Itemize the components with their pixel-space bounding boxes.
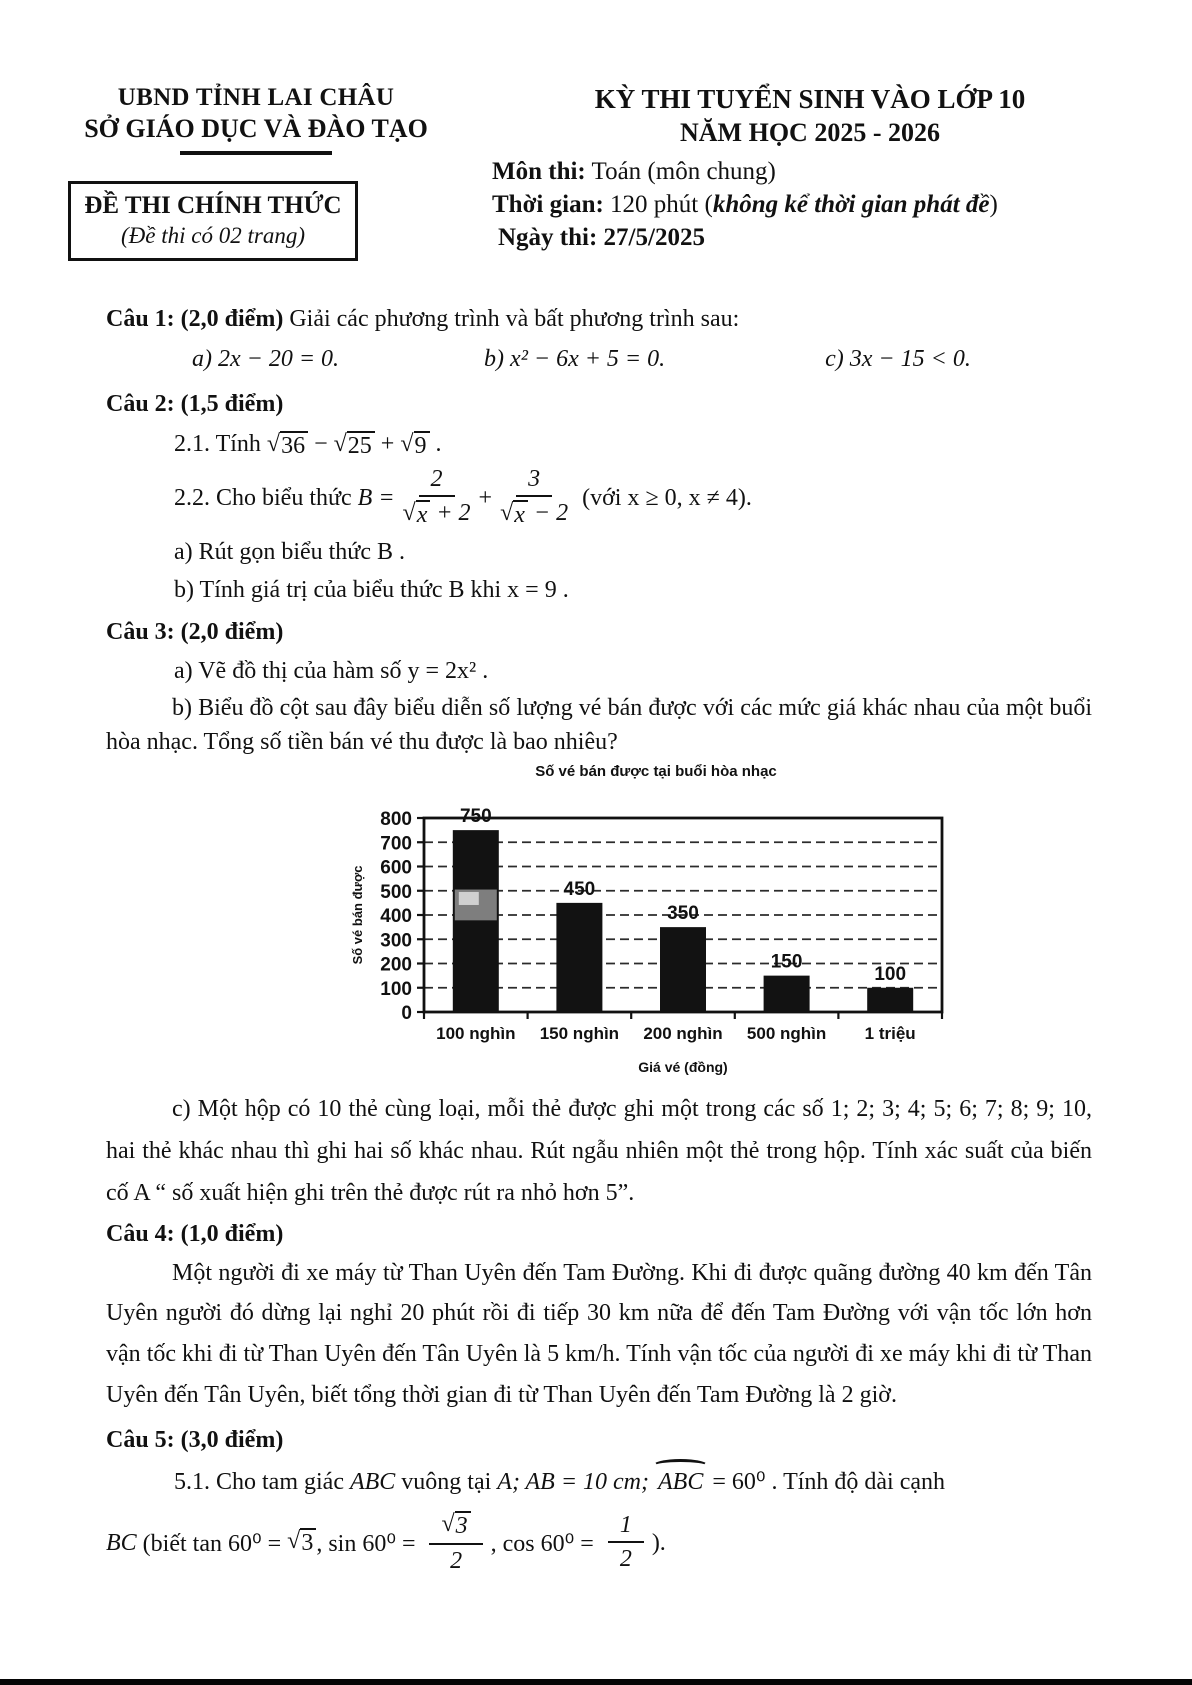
fraction-sqrt3-over-2 xyxy=(429,1511,482,1576)
radical-body: 9 xyxy=(414,431,430,461)
radical-sign: √ xyxy=(333,431,347,458)
fraction-numerator xyxy=(429,1511,482,1546)
fraction-denominator: 2 xyxy=(450,1548,463,1575)
q5-51-text: vuông tại xyxy=(395,1469,498,1496)
bar-value-label: 100 xyxy=(874,964,907,986)
radical-3 xyxy=(441,1511,470,1541)
scan-artifact xyxy=(459,892,479,905)
radical-sign: √ xyxy=(266,431,281,458)
q5-heading xyxy=(106,1424,1092,1456)
header xyxy=(0,0,1192,261)
header-right xyxy=(452,84,1152,261)
q5-label: Câu 5: (3,0 điểm) xyxy=(106,1426,284,1453)
x-tick-label: 500 nghìn xyxy=(746,1024,827,1044)
q1-heading xyxy=(106,303,1092,335)
operator: + xyxy=(374,431,401,458)
radical-36 xyxy=(267,431,308,461)
denominator-rest: + 2 xyxy=(430,499,471,526)
bar-value-label: 150 xyxy=(770,951,803,973)
y-tick-label: 500 xyxy=(380,882,412,904)
exam-box-subtitle: (Đề thi có 02 trang) xyxy=(121,223,305,248)
bar xyxy=(556,903,602,1012)
q5-item-52 xyxy=(106,1511,1092,1576)
radical-9 xyxy=(400,431,429,461)
header-underline xyxy=(180,151,332,155)
time-value: 120 phút ( xyxy=(603,191,713,218)
official-exam-box xyxy=(68,181,358,261)
q1-equations xyxy=(106,343,1092,375)
subject-label: Môn thi: xyxy=(492,158,586,185)
time-note: không kể thời gian phát đề xyxy=(712,191,990,218)
fraction-1-over-2 xyxy=(608,1513,644,1574)
x-tick-label: 200 nghìn xyxy=(643,1024,723,1044)
radical-sign: √ xyxy=(402,499,416,526)
q3-label: Câu 3: (2,0 điểm) xyxy=(106,619,284,646)
bar xyxy=(453,830,499,1012)
fraction-2 xyxy=(500,467,568,530)
fraction-denominator xyxy=(403,497,471,530)
radical-sign: √ xyxy=(441,1510,455,1537)
time-line xyxy=(492,191,1152,219)
q3-item-c: c) Một hộp có 10 thẻ cùng loại, mỗi thẻ được ghi một trong các số 1; 2; 3; 4; 5; 6; 7; 8; 9; 10, hai thẻ khác nhau thì ghi hai số khác nhau. Rút ngẫu nhiên một thẻ trong hộp. Tính xác suất của biến cố A “ số xuất hiện ghi trên thẻ được rút ra nhỏ hơn 5”. xyxy=(106,1096,1092,1207)
q2-item-22 xyxy=(106,467,1092,530)
fraction-numerator: 3 xyxy=(516,467,552,497)
header-left xyxy=(60,84,452,261)
q2-22-condition: (với x ≥ 0, x ≠ 4). xyxy=(576,484,752,511)
q3-heading xyxy=(106,616,1092,648)
org-name-line1: UBND TỈNH LAI CHÂU xyxy=(117,84,395,111)
radical-x xyxy=(500,500,528,530)
q4-label: Câu 4: (1,0 điểm) xyxy=(106,1221,284,1248)
exam-meta xyxy=(468,158,1152,252)
expression-B: B = xyxy=(357,484,395,511)
exam-title-line1: KỲ THI TUYỂN SINH VÀO LỚP 10 xyxy=(594,84,1026,114)
radical-body: 36 xyxy=(280,431,308,461)
org-name-line2: SỞ GIÁO DỤC VÀ ĐÀO TẠO xyxy=(84,114,428,143)
x-tick-label: 150 nghìn xyxy=(539,1024,620,1044)
radical-sign: √ xyxy=(287,1528,301,1555)
radical-sign: √ xyxy=(500,499,514,526)
fraction-numerator: 1 xyxy=(608,1513,644,1543)
q5-51-text: 5.1. Cho tam giác xyxy=(174,1469,350,1496)
y-tick-label: 0 xyxy=(401,1003,412,1025)
scan-edge-strip xyxy=(0,1679,1192,1685)
subject-line xyxy=(492,158,1152,186)
x-axis-title: Giá vé (đồng) xyxy=(638,1059,728,1076)
q1-eq-a: a) 2x − 20 = 0. xyxy=(192,346,340,373)
q5-52-text: , sin 60⁰ = xyxy=(316,1530,422,1557)
bar-value-label: 350 xyxy=(667,903,699,925)
radical-body: x xyxy=(416,500,431,530)
closing-paren: ). xyxy=(651,1529,666,1556)
radical-body: 25 xyxy=(347,431,375,461)
q1-eq-b: b) x² − 6x + 5 = 0. xyxy=(484,346,666,373)
chart-title: Số vé bán được tại buổi hòa nhạc xyxy=(535,763,777,781)
math-segment: A; AB = 10 cm; xyxy=(497,1469,656,1496)
fraction-denominator xyxy=(500,497,568,530)
denominator-rest: − 2 xyxy=(527,499,569,526)
y-tick-label: 400 xyxy=(380,906,412,928)
segment-BC: BC xyxy=(106,1529,137,1556)
bar-value-label: 750 xyxy=(459,806,492,828)
q2-heading xyxy=(106,388,1092,420)
bar xyxy=(660,927,706,1012)
q2-item-b: b) Tính giá trị của biểu thức B khi x = 9 . xyxy=(174,576,569,603)
period: . xyxy=(429,431,442,458)
fraction-numerator: 2 xyxy=(419,467,455,497)
q2-21-lead: 2.1. Tính xyxy=(174,431,267,458)
time-close: ) xyxy=(989,191,998,218)
y-tick-label: 800 xyxy=(380,809,412,831)
fraction-1 xyxy=(403,467,471,530)
triangle-name: ABC xyxy=(349,1469,396,1496)
y-tick-label: 200 xyxy=(380,954,412,976)
q3-item-b: b) Biểu đồ cột sau đây biểu diễn số lượng vé bán được với các mức giá khác nhau của một buổi hòa nhạc. Tổng số tiền bán vé thu được là bao nhiêu? xyxy=(106,695,1092,756)
fraction-denominator: 2 xyxy=(619,1546,632,1573)
exam-body xyxy=(0,261,1192,1576)
q5-52-text: (biết tan 60⁰ = xyxy=(136,1530,288,1557)
q4-body: Một người đi xe máy từ Than Uyên đến Tam Đường. Khi đi được quãng đường 40 km đến Tân Uyên người đó dừng lại nghỉ 20 phút rồi đi tiếp 30 km nữa để đến Tam Đường với vận tốc lớn hơn vận tốc khi đi từ Than Uyên đến Tân Uyên là 5 km/h. Tính vận tốc của người đi xe máy khi đi từ Than Uyên đến Tân Uyên, biết tổng thời gian đi từ Than Uyên đến Tam Đường là 2 giờ. xyxy=(106,1259,1092,1409)
q2-item-a: a) Rút gọn biểu thức B . xyxy=(174,538,405,565)
q5-item-51 xyxy=(106,1466,1092,1498)
y-axis-title: Số vé bán được xyxy=(350,865,365,965)
bar-value-label: 450 xyxy=(563,879,596,901)
y-tick-label: 700 xyxy=(380,833,412,855)
q5-51-text-end: = 60⁰ . Tính độ dài cạnh xyxy=(706,1469,946,1496)
bar xyxy=(764,976,810,1012)
plus-operator: + xyxy=(478,484,493,511)
q2-label: Câu 2: (1,5 điểm) xyxy=(106,390,284,417)
exam-title-line2: NĂM HỌC 2025 - 2026 xyxy=(680,118,940,147)
q5-52-text: , cos 60⁰ = xyxy=(490,1530,600,1557)
radical-sign: √ xyxy=(400,431,414,458)
q3-item-a: a) Vẽ đồ thị của hàm số y = 2x² . xyxy=(174,657,489,684)
radical-body: x xyxy=(513,500,528,530)
angle-ABC-with-arc: ABC xyxy=(655,1466,706,1498)
date-line: Ngày thi: 27/5/2025 xyxy=(498,224,705,251)
time-label: Thời gian: xyxy=(492,191,604,218)
q1-eq-c: c) 3x − 15 < 0. xyxy=(825,346,971,373)
q1-label: Câu 1: (2,0 điểm) xyxy=(106,306,284,332)
radical-body: 3 xyxy=(455,1511,471,1541)
radical-x xyxy=(403,500,431,530)
q4-heading xyxy=(106,1218,1092,1250)
y-tick-label: 100 xyxy=(380,979,412,1001)
radical-25 xyxy=(334,431,375,461)
x-tick-label: 1 triệu xyxy=(864,1024,916,1044)
bar xyxy=(867,988,913,1012)
q2-22-lead: 2.2. Cho biểu thức xyxy=(174,484,358,511)
x-tick-label: 100 nghìn xyxy=(436,1024,516,1044)
bar-chart xyxy=(346,763,966,1084)
y-tick-label: 300 xyxy=(380,930,412,952)
y-tick-label: 600 xyxy=(380,857,412,879)
radical-body: 3 xyxy=(300,1528,316,1558)
q1-heading-text: Giải các phương trình và bất phương trình sau: xyxy=(283,306,740,332)
exam-box-title: ĐỀ THI CHÍNH THỨC xyxy=(84,192,342,219)
q2-item-21 xyxy=(106,428,1092,461)
bar-chart-plot xyxy=(346,782,966,1084)
subject-value: Toán (môn chung) xyxy=(585,158,776,185)
operator: − xyxy=(308,431,334,458)
radical-3 xyxy=(287,1528,316,1558)
